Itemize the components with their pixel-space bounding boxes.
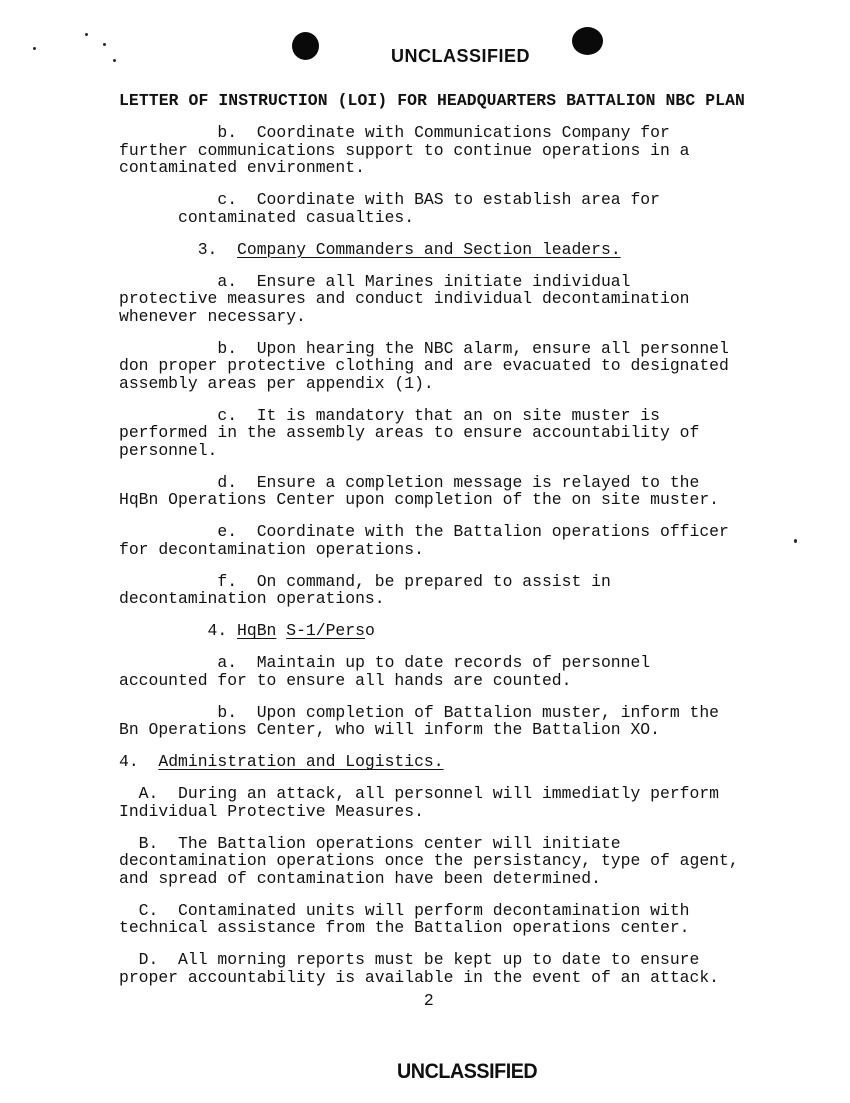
doc-line <box>119 992 819 1010</box>
doc-text: decontamination operations. <box>119 589 385 608</box>
doc-text: whenever necessary. <box>119 306 306 326</box>
doc-line <box>119 191 819 209</box>
doc-text: Individual Protective Measures. <box>119 801 424 821</box>
doc-line <box>119 704 819 722</box>
para-admin-A <box>119 785 819 820</box>
doc-line <box>119 654 819 672</box>
doc-line <box>119 951 819 969</box>
underlined-text: Administration and Logistics. <box>158 752 444 771</box>
doc-line <box>119 424 819 442</box>
doc-line <box>119 721 819 739</box>
document-body <box>119 92 819 1024</box>
doc-text: a. Ensure all Marines initiate individual <box>119 271 631 291</box>
doc-text: 4. <box>119 752 159 771</box>
doc-text: further communications support to continue operations in a <box>119 140 690 160</box>
doc-title <box>119 92 819 110</box>
doc-text: 3. <box>119 239 238 259</box>
doc-text: protective measures and conduct individual decontamination <box>119 289 690 308</box>
doc-line <box>119 573 819 591</box>
doc-line <box>119 803 819 821</box>
doc-line <box>119 209 819 227</box>
underlined-text: S-1/Pers <box>286 621 365 640</box>
doc-text: accounted for to ensure all hands are counted. <box>119 670 572 690</box>
section-3-heading <box>119 241 819 259</box>
scan-speck <box>103 43 106 46</box>
doc-text: d. Ensure a completion message is relayed to the <box>119 472 700 492</box>
scan-speck <box>794 539 797 543</box>
classification-footer: UNCLASSIFIED <box>397 1060 538 1083</box>
doc-text: proper accountability is available in the event of an attack. <box>119 967 719 987</box>
para-3b <box>119 340 819 393</box>
doc-line <box>119 340 819 358</box>
para-admin-D <box>119 951 819 986</box>
para-admin-B <box>119 835 819 888</box>
para-3c <box>119 407 819 460</box>
doc-line <box>119 407 819 425</box>
doc-text: D. All morning reports must be kept up to date to ensure <box>119 950 700 969</box>
doc-line <box>119 523 819 541</box>
doc-text: C. Contaminated units will perform decontamination with <box>119 900 690 920</box>
doc-line <box>119 870 819 888</box>
doc-text: assembly areas per appendix (1). <box>119 373 434 393</box>
doc-line <box>119 672 819 690</box>
para-3d <box>119 474 819 509</box>
doc-text: e. Coordinate with the Battalion operations officer <box>119 522 729 541</box>
section-4-admin-heading <box>119 753 819 771</box>
doc-line <box>119 159 819 177</box>
doc-line <box>119 785 819 803</box>
doc-line <box>119 375 819 393</box>
doc-line <box>119 474 819 492</box>
underlined-text: HqBn <box>237 621 277 640</box>
para-admin-C <box>119 902 819 937</box>
page-number <box>119 992 819 1010</box>
doc-line <box>119 357 819 375</box>
doc-line <box>119 835 819 853</box>
doc-line <box>119 241 819 259</box>
doc-text: A. During an attack, all personnel will immediatly perform <box>119 784 719 803</box>
doc-line <box>119 541 819 559</box>
doc-text <box>276 621 286 640</box>
doc-line <box>119 969 819 987</box>
doc-text: b. Upon hearing the NBC alarm, ensure all personnel <box>119 338 729 358</box>
doc-line <box>119 919 819 937</box>
doc-text: 2 <box>119 990 434 1010</box>
doc-text: Bn Operations Center, who will inform the Battalion XO. <box>119 720 660 739</box>
doc-text: technical assistance from the Battalion operations center. <box>119 918 690 937</box>
doc-line <box>119 753 819 771</box>
doc-line <box>119 142 819 160</box>
doc-text: b. Upon completion of Battalion muster, inform the <box>119 702 719 722</box>
doc-line <box>119 290 819 308</box>
doc-text: decontamination operations once the persistancy, type of agent, <box>119 851 739 870</box>
classification-header: UNCLASSIFIED <box>391 46 531 66</box>
doc-text: don proper protective clothing and are evacuated to designated <box>119 356 729 375</box>
doc-line <box>119 622 819 640</box>
doc-line <box>119 902 819 920</box>
doc-line <box>119 590 819 608</box>
doc-line <box>119 852 819 870</box>
doc-text: c. Coordinate with BAS to establish area for <box>119 190 660 209</box>
para-4b <box>119 704 819 739</box>
doc-text: HqBn Operations Center upon completion of the on site muster. <box>119 490 719 509</box>
doc-text: LETTER OF INSTRUCTION (LOI) FOR HEADQUARTERS BATTALION NBC PLAN <box>119 91 745 110</box>
doc-text: contaminated environment. <box>119 158 365 177</box>
doc-text: f. On command, be prepared to assist in <box>119 571 611 591</box>
doc-line <box>119 92 819 110</box>
doc-text: B. The Battalion operations center will initiate <box>119 833 621 853</box>
section-4-hqbn-heading <box>119 622 819 640</box>
doc-text: b. Coordinate with Communications Company for <box>119 123 670 142</box>
doc-line <box>119 491 819 509</box>
scan-speck <box>113 59 116 62</box>
doc-text: c. It is mandatory that an on site muster is <box>119 405 660 425</box>
hole-punch-left-icon <box>292 32 319 60</box>
doc-text: a. Maintain up to date records of personnel <box>119 653 651 672</box>
para-3a <box>119 273 819 326</box>
scan-speck <box>33 47 36 50</box>
doc-text: performed in the assembly areas to ensure accountability of <box>119 423 700 442</box>
doc-line <box>119 442 819 460</box>
doc-text: for decontamination operations. <box>119 539 424 559</box>
doc-line <box>119 273 819 291</box>
hole-punch-right-icon <box>572 27 603 55</box>
para-3f <box>119 573 819 608</box>
para-2b <box>119 124 819 177</box>
doc-text: 4. <box>119 621 238 640</box>
scan-speck <box>85 33 88 36</box>
doc-text: o <box>364 621 375 640</box>
para-4a <box>119 654 819 689</box>
doc-text: personnel. <box>119 440 218 460</box>
doc-line <box>119 308 819 326</box>
para-3e <box>119 523 819 558</box>
para-2c <box>119 191 819 226</box>
doc-line <box>119 124 819 142</box>
doc-text: and spread of contamination have been determined. <box>119 868 601 888</box>
underlined-text: Company Commanders and Section leaders. <box>237 239 621 259</box>
doc-text: contaminated casualties. <box>119 207 415 227</box>
